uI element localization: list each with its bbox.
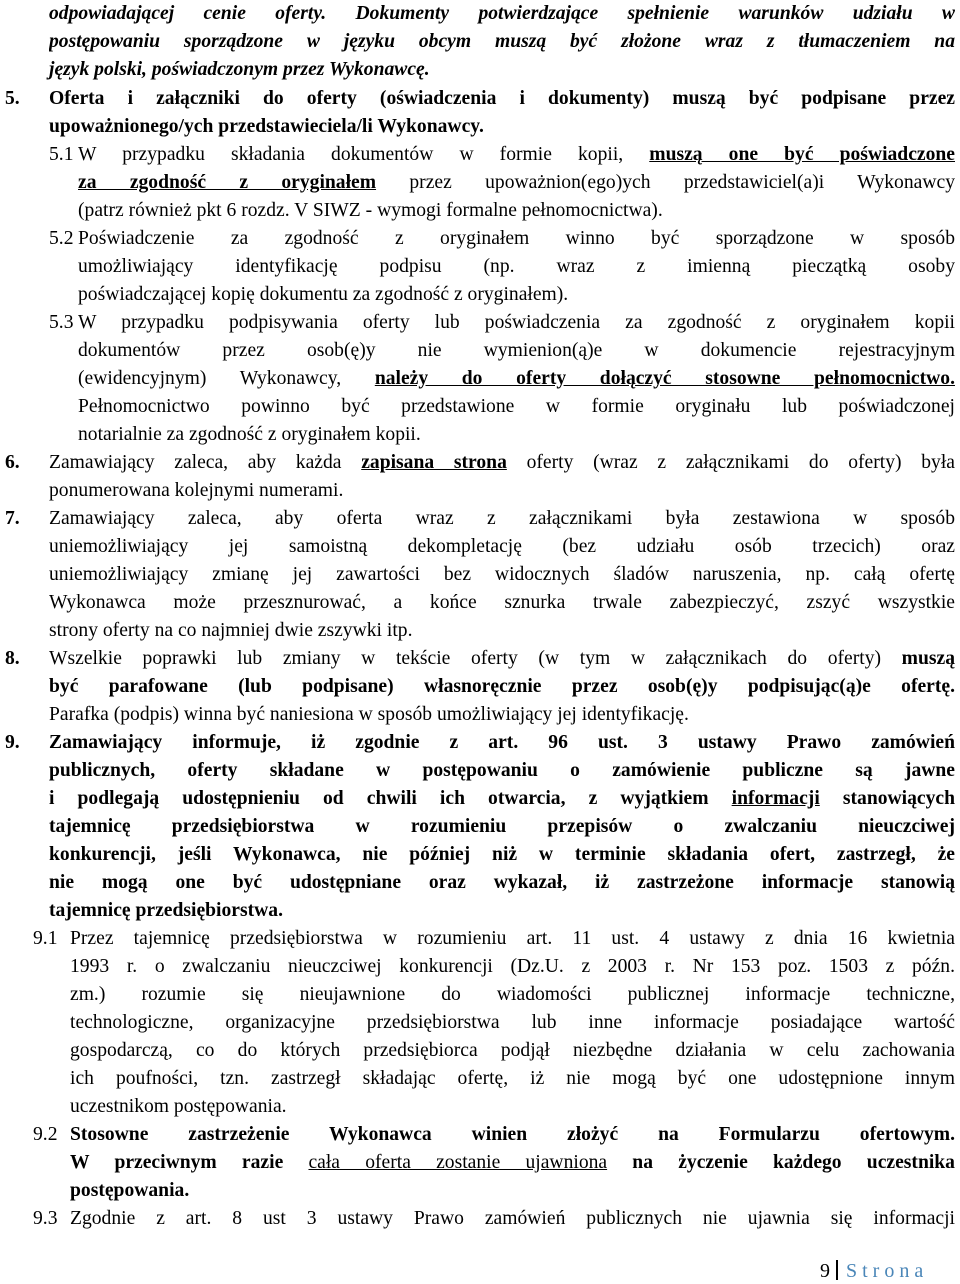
intro-line: język polski, poświadczonym przez Wykonawcę. — [49, 59, 430, 80]
section-5-3-line — [78, 365, 955, 393]
section-5-line: Oferta i załączniki do oferty (oświadczenia i dokumenty) muszą być podpisane przez — [49, 88, 955, 109]
text-run: na życzenie każdego uczestnika — [607, 1152, 955, 1173]
subsection-number: 5.3 — [49, 312, 74, 333]
section-number: 8. — [5, 648, 20, 669]
section-6-line — [49, 449, 955, 477]
section-9-line: publicznych, oferty składane w postępowaniu o zamówienie publiczne są jawne — [49, 760, 955, 781]
page-label: Strona — [846, 1260, 929, 1282]
section-5-2-line: Poświadczenie za zgodność z oryginałem winno być sporządzone w sposób — [78, 228, 955, 249]
section-5-1-line — [78, 169, 955, 197]
emphasis-text: cała oferta zostanie ujawniona — [308, 1152, 608, 1173]
section-9-line: tajemnicę przedsiębiorstwa w rozumieniu przepisów o zwalczaniu nieuczciwej — [49, 816, 955, 837]
section-9-1-line: zm.) rozumie się nieujawnione do wiadomości publicznej informacje techniczne, — [70, 984, 955, 1005]
section-number: 6. — [5, 452, 20, 473]
section-5-1-line — [78, 141, 955, 169]
section-9-1-line: uczestnikom postępowania. — [70, 1096, 287, 1117]
section-5-3-line: notarialnie za zgodność z oryginałem kopii. — [78, 424, 421, 445]
text-run: oferty (wraz z załącznikami do oferty) była — [506, 452, 955, 473]
section-9-1-line: gospodarczą, co do których przedsiębiorca podjął niezbędne działania w celu zachowania — [70, 1040, 955, 1061]
section-9-2-line — [70, 1149, 955, 1177]
section-9-1-line: technologiczne, organizacyjne przedsiębiorstwa lub inne informacje posiadające wartość — [70, 1012, 955, 1033]
page-number: 9 — [820, 1260, 830, 1282]
text-run: Zamawiający zaleca, aby każda — [49, 452, 362, 473]
section-7-line: uniemożliwiający zmianę jej zawartości bez widocznych śladów naruszenia, np. całą ofertę — [49, 564, 955, 585]
section-7-line: uniemożliwiający jej samoistną dekompletację (bez udziału osób trzecich) oraz — [49, 536, 955, 557]
text-run: W przypadku składania dokumentów w formie kopii, — [78, 144, 650, 165]
section-5-line: upoważnionego/ych przedstawieciela/li Wykonawcy. — [49, 116, 484, 137]
emphasis-text: zapisana strona — [361, 452, 507, 473]
text-run: (ewidencyjnym) Wykonawcy, — [78, 368, 375, 389]
section-5-3-line: dokumentów przez osob(ę)y nie wymienion(ą)e w dokumencie rejestracyjnym — [78, 340, 955, 361]
text-run: stanowiących — [819, 788, 955, 809]
section-8-line: być parafowane (lub podpisane) własnoręcznie przez osob(ę)y podpisując(ą)e ofertę. — [49, 676, 955, 697]
subsection-number: 9.3 — [33, 1208, 58, 1229]
section-9-line: Zamawiający informuje, iż zgodnie z art. 96 ust. 3 ustawy Prawo zamówień — [49, 732, 955, 753]
section-number: 9. — [5, 732, 20, 753]
section-5-3-line: Pełnomocnictwo powinno być przedstawione w formie oryginału lub poświadczonej — [78, 396, 955, 417]
section-5-3-line: W przypadku podpisywania oferty lub poświadczenia za zgodność z oryginałem kopii — [78, 312, 955, 333]
section-9-line — [49, 785, 955, 813]
emphasis-text: muszą — [901, 648, 955, 669]
text-run: przez upoważnion(ego)ych przedstawiciel(a)i Wykonawcy — [376, 172, 955, 193]
section-9-2-line: Stosowne zastrzeżenie Wykonawca winien złożyć na Formularzu ofertowym. — [70, 1124, 955, 1145]
section-5-1-line: (patrz również pkt 6 rozdz. V SIWZ - wymogi formalne pełnomocnictwa). — [78, 200, 663, 221]
section-7-line: strony oferty na co najmniej dwie zszywki itp. — [49, 620, 413, 641]
subsection-number: 5.1 — [49, 144, 74, 165]
text-run: i podlegają udostępnieniu od chwili ich otwarcia, z wyjątkiem — [49, 788, 732, 809]
page-footer — [820, 1258, 928, 1284]
section-9-line: konkurencji, jeśli Wykonawca, nie później niż w terminie składania ofert, zastrzegł, że — [49, 844, 955, 865]
section-number: 5. — [5, 88, 20, 109]
text-run: W przeciwnym razie — [70, 1152, 309, 1173]
section-9-3-line: Zgodnie z art. 8 ust 3 ustawy Prawo zamówień publicznych nie ujawnia się informacji — [70, 1208, 955, 1229]
section-7-line: Wykonawca może przesznurować, a końce sznurka trwale zabezpieczyć, zszyć wszystkie — [49, 592, 955, 613]
section-9-2-line: postępowania. — [70, 1180, 190, 1201]
section-number: 7. — [5, 508, 20, 529]
section-5-2-line: umożliwiający identyfikację podpisu (np. wraz z imienną pieczątką osoby — [78, 256, 955, 277]
subsection-number: 9.2 — [33, 1124, 58, 1145]
text-run: Wszelkie poprawki lub zmiany w tekście oferty (w tym w załącznikach do oferty) — [49, 648, 902, 669]
subsection-number: 9.1 — [33, 928, 58, 949]
emphasis-text: informacji — [731, 788, 820, 809]
section-9-1-line: Przez tajemnicę przedsiębiorstwa w rozumieniu art. 11 ust. 4 ustawy z dnia 16 kwietnia — [70, 928, 955, 949]
section-6-line: ponumerowana kolejnymi numerami. — [49, 480, 344, 501]
section-9-line: nie mogą one być udostępniane oraz wykazał, iż zastrzeżone informacje stanowią — [49, 872, 955, 893]
footer-separator — [836, 1260, 838, 1280]
intro-line: postępowaniu sporządzone w języku obcym muszą być złożone wraz z tłumaczeniem na — [49, 31, 955, 52]
section-8-line: Parafka (podpis) winna być naniesiona w sposób umożliwiający jej identyfikację. — [49, 704, 689, 725]
section-9-1-line: 1993 r. o zwalczaniu nieuczciwej konkurencji (Dz.U. z 2003 r. Nr 153 poz. 1503 z późn. — [70, 956, 955, 977]
emphasis-text: za zgodność z oryginałem — [78, 172, 377, 193]
subsection-number: 5.2 — [49, 228, 74, 249]
section-8-line — [49, 645, 955, 673]
section-7-line: Zamawiający zaleca, aby oferta wraz z załącznikami była zestawiona w sposób — [49, 508, 955, 529]
section-9-line: tajemnicę przedsiębiorstwa. — [49, 900, 283, 921]
intro-line: odpowiadającej cenie oferty. Dokumenty potwierdzające spełnienie warunków udziału w — [49, 3, 955, 24]
section-9-1-line: ich poufności, tzn. zastrzegł składając ofertę, iż nie mogą być one udostępnione innym — [70, 1068, 955, 1089]
section-5-2-line: poświadczającej kopię dokumentu za zgodność z oryginałem). — [78, 284, 569, 305]
emphasis-text: należy do oferty dołączyć stosowne pełnomocnictwo. — [374, 368, 955, 389]
emphasis-text: muszą one być poświadczone — [649, 144, 955, 165]
